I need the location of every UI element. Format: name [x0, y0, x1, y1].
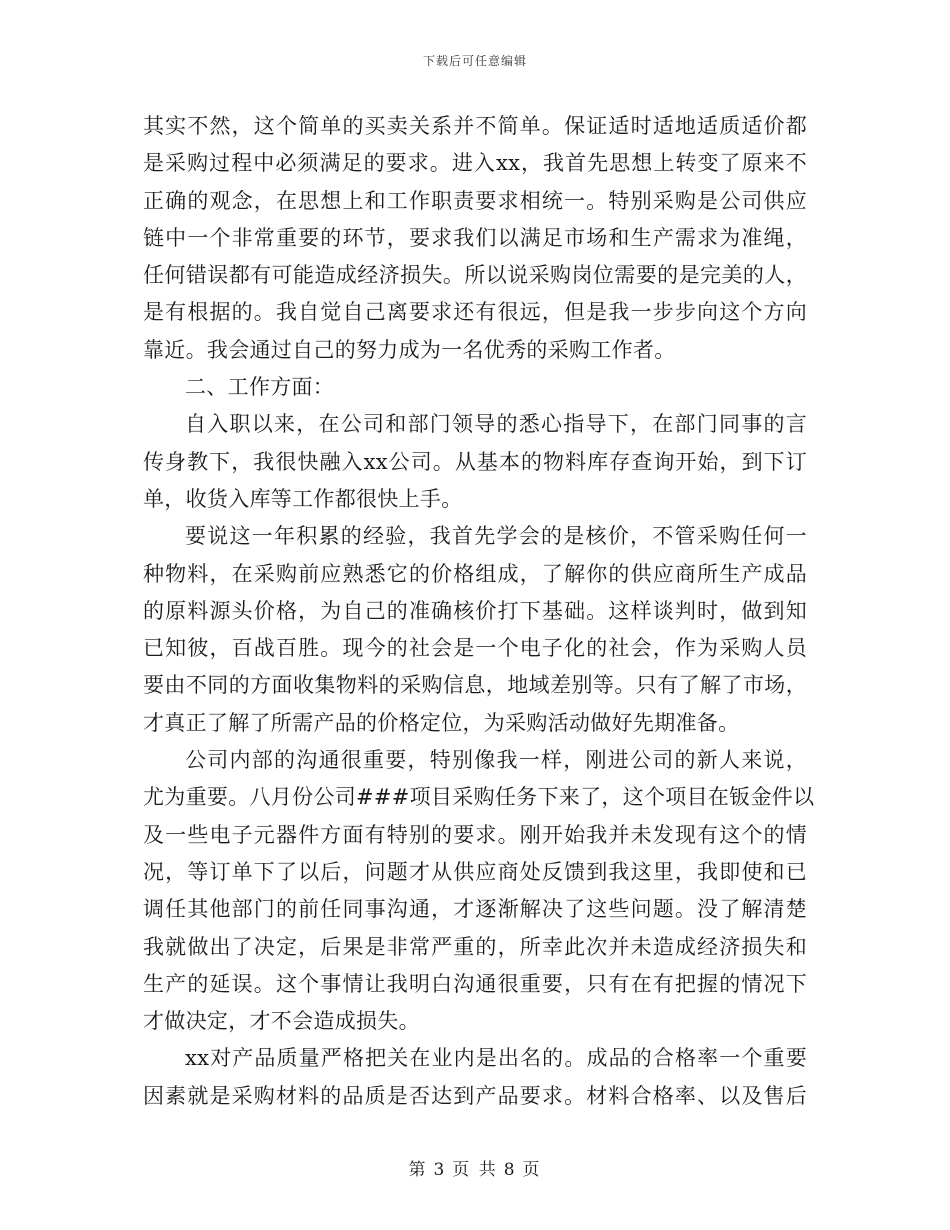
paragraph-line: 及一些电子元器件方面有特别的要求。刚开始我并未发现有这个的情 [143, 822, 807, 847]
page-footer [0, 1155, 950, 1180]
document-body [143, 108, 815, 1115]
paragraph-line: 生产的延误。这个事情让我明白沟通很重要，只有在有把握的情况下 [143, 971, 807, 996]
paragraph-line: 是采购过程中必须满足的要求。进入xx，我首先思想上转变了原来不 [143, 151, 807, 176]
footer-prefix: 第 [408, 1160, 428, 1180]
paragraph-line: 我就做出了决定，后果是非常严重的，所幸此次并未造成经济损失和 [143, 934, 807, 959]
paragraph-line: 单，收货入库等工作都很快上手。 [143, 486, 463, 511]
paragraph-line: 尤为重要。八月份公司###项目采购任务下来了，这个项目在钣金件以 [143, 785, 815, 810]
paragraph-line: 调任其他部门的前任同事沟通，才逐渐解决了这些问题。没了解清楚 [143, 897, 807, 922]
paragraph-line: 传身教下，我很快融入xx公司。从基本的物料库存查询开始，到下订 [143, 449, 807, 474]
paragraph-line: 链中一个非常重要的环节，要求我们以满足市场和生产需求为准绳， [143, 225, 807, 250]
paragraph-line: 才真正了解了所需产品的价格定位，为采购活动做好先期准备。 [143, 710, 740, 735]
paragraph-line: 其实不然，这个简单的买卖关系并不简单。保证适时适地适质适价都 [143, 114, 807, 138]
paragraph-line: 公司内部的沟通很重要，特别像我一样，刚进公司的新人来说， [185, 748, 807, 773]
paragraph-line: 才做决定，才不会造成损失。 [143, 1009, 420, 1034]
section-heading: 二、工作方面： [185, 375, 335, 400]
paragraph-line: 因素就是采购材料的品质是否达到产品要求。材料合格率、以及售后 [143, 1083, 807, 1108]
paragraph-line: 靠近。我会通过自己的努力成为一名优秀的采购工作者。 [143, 337, 676, 362]
paragraph-line: 要说这一年积累的经验，我首先学会的是核价，不管采购任何一 [185, 524, 807, 549]
page-total: 8 [503, 1160, 517, 1180]
paragraph-line: 的原料源头价格，为自己的准确核价打下基础。这样谈判时，做到知 [143, 598, 807, 623]
footer-suffix: 页 [522, 1160, 542, 1180]
paragraph-line: 正确的观念，在思想上和工作职责要求相统一。特别采购是公司供应 [143, 188, 807, 213]
paragraph-line: 自入职以来，在公司和部门领导的悉心指导下，在部门同事的言 [185, 412, 807, 437]
paragraph-line: 要由不同的方面收集物料的采购信息，地域差别等。只有了解了市场， [143, 673, 807, 698]
page-header: 下载后可任意编辑 [422, 54, 527, 68]
paragraph-line: xx对产品质量严格把关在业内是出名的。成品的合格率一个重要 [185, 1046, 807, 1071]
page-number: 3 [433, 1160, 447, 1180]
paragraph-line: 任何错误都有可能造成经济损失。所以说采购岗位需要的是完美的人， [143, 263, 807, 288]
footer-middle: 页 共 [452, 1160, 498, 1180]
paragraph-line: 已知彼，百战百胜。现今的社会是一个电子化的社会，作为采购人员 [143, 636, 807, 661]
paragraph-line: 是有根据的。我自觉自己离要求还有很远，但是我一步步向这个方向 [143, 300, 807, 325]
paragraph-line: 况，等订单下了以后，问题才从供应商处反馈到我这里，我即使和已 [143, 859, 807, 884]
paragraph-line: 种物料，在采购前应熟悉它的价格组成，了解你的供应商所生产成品 [143, 561, 807, 586]
